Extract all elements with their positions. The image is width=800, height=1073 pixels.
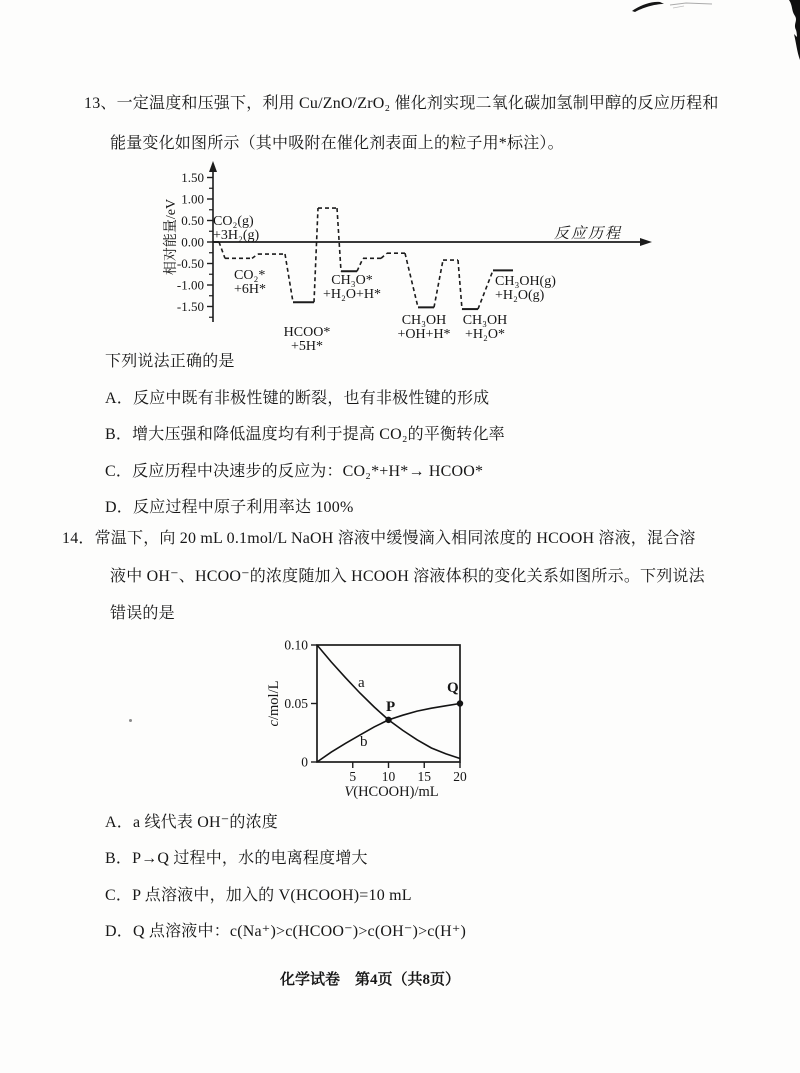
svg-text:+H₂O(g): +H₂O(g) <box>495 288 545 303</box>
svg-text:CO₂(g): CO₂(g) <box>213 214 254 229</box>
svg-text:c/mol/L: c/mol/L <box>266 680 282 727</box>
q14-stem-line-1 <box>62 529 696 549</box>
svg-text:V(HCOOH)/mL: V(HCOOH)/mL <box>344 784 439 800</box>
q13-option-c: C．反应历程中决速步的反应为：CO₂*+H*→ HCOO* <box>105 463 484 480</box>
svg-text:+H₂O+H*: +H₂O+H* <box>322 287 382 302</box>
q13-number: 13、 <box>84 95 117 112</box>
q14-option-d: D．Q 点溶液中：c(Na⁺)>c(HCOO⁻)>c(OH⁻)>c(H⁺) <box>105 923 467 940</box>
page-footer: 化学试卷 第4页（共8页） <box>279 972 460 988</box>
svg-text:CO₂*: CO₂* <box>234 268 266 283</box>
q13-stem-line-1 <box>84 94 719 114</box>
titration-chart-figure <box>250 632 525 804</box>
svg-text:相对能量/eV: 相对能量/eV <box>164 198 179 276</box>
svg-text:-1.50: -1.50 <box>176 299 204 314</box>
energy-diagram-figure <box>140 158 680 363</box>
svg-text:-1.00: -1.00 <box>176 277 204 293</box>
q14-number: 14． <box>62 530 95 547</box>
svg-text:Q: Q <box>447 680 459 696</box>
svg-text:0.05: 0.05 <box>284 696 308 711</box>
svg-text:CH₃O*: CH₃O* <box>331 273 373 288</box>
svg-text:反应历程: 反应历程 <box>553 226 622 242</box>
q14-stem-text-1: 常温下，向 20 mL 0.1mol/L NaOH 溶液中缓慢滴入相同浓度的 HCOOH 溶液，混合溶 <box>94 530 696 547</box>
svg-text:5: 5 <box>349 769 357 784</box>
svg-text:20: 20 <box>453 769 467 784</box>
svg-text:+H₂O*: +H₂O* <box>465 327 505 342</box>
svg-text:10: 10 <box>381 769 396 784</box>
svg-text:15: 15 <box>417 769 431 784</box>
scan-artifact-pen-mark <box>626 0 721 14</box>
q14-stem-line-3: 错误的是 <box>110 605 175 622</box>
svg-text:0.00: 0.00 <box>181 234 204 250</box>
svg-text:CH₃OH(g): CH₃OH(g) <box>495 274 556 289</box>
svg-text:CH₃OH: CH₃OH <box>401 313 447 328</box>
q14-option-a: A．a 线代表 OH⁻的浓度 <box>105 814 279 831</box>
q13-prompt: 下列说法正确的是 <box>105 353 235 370</box>
q13-option-a: A．反应中既有非极性键的断裂，也有非极性键的形成 <box>105 390 490 407</box>
svg-text:a: a <box>358 675 365 691</box>
svg-text:+5H*: +5H* <box>290 339 324 354</box>
svg-text:+3H₂(g): +3H₂(g) <box>213 228 260 243</box>
q13-stem-line-2: 能量变化如图所示（其中吸附在催化剂表面上的粒子用*标注）。 <box>110 135 564 152</box>
svg-text:+OH+H*: +OH+H* <box>397 327 451 342</box>
q13-stem-text-1: 一定温度和压强下，利用 Cu/ZnO/ZrO₂ 催化剂实现二氧化碳加氢制甲醇的反应历程和 <box>116 95 719 112</box>
svg-text:0.10: 0.10 <box>284 637 308 653</box>
svg-text:0: 0 <box>301 754 308 770</box>
svg-text:HCOO*: HCOO* <box>283 325 331 340</box>
titration-chart <box>250 632 525 804</box>
q14-option-c: C．P 点溶液中，加入的 V(HCOOH)=10 mL <box>105 887 412 904</box>
svg-text:b: b <box>360 734 368 750</box>
q14-stem-line-2: 液中 OH⁻、HCOO⁻的浓度随加入 HCOOH 溶液体积的变化关系如图所示。下列说法 <box>110 568 705 585</box>
scan-artifact-corner-blob <box>784 0 800 66</box>
q13-option-d: D．反应过程中原子利用率达 100% <box>105 499 354 516</box>
svg-text:1.50: 1.50 <box>181 170 204 185</box>
q13-option-b: B．增大压强和降低温度均有利于提高 CO₂的平衡转化率 <box>105 426 505 443</box>
svg-text:-0.50: -0.50 <box>176 256 204 271</box>
energy-diagram <box>140 158 680 363</box>
svg-text:P: P <box>386 699 396 715</box>
svg-text:+6H*: +6H* <box>234 282 267 297</box>
q14-option-b: B．P→Q 过程中，水的电离程度增大 <box>105 850 368 867</box>
scan-artifact-speck <box>129 719 132 722</box>
svg-text:CH₃OH: CH₃OH <box>462 313 508 328</box>
svg-text:0.50: 0.50 <box>181 213 204 228</box>
svg-text:1.00: 1.00 <box>181 191 204 207</box>
